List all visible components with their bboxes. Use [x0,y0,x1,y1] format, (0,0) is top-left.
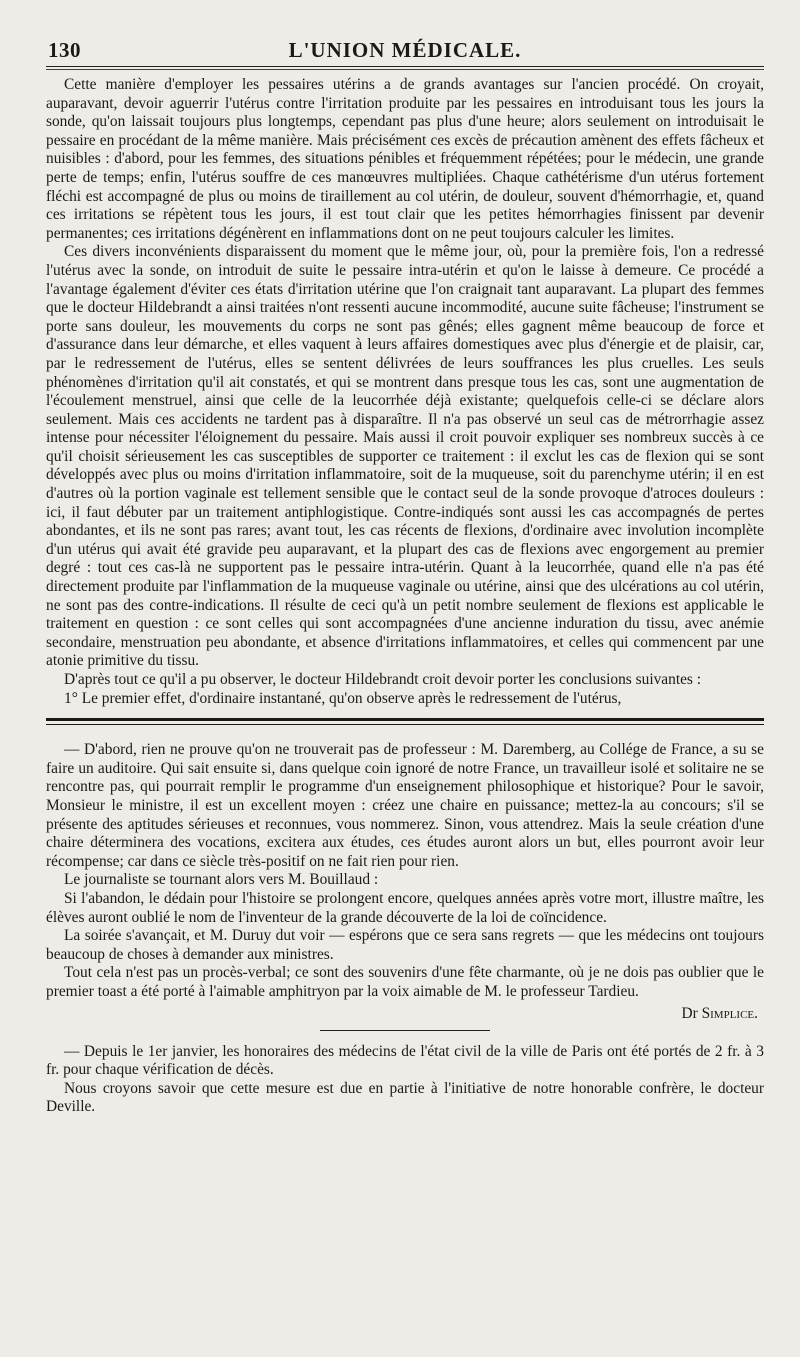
header-rule [46,69,764,70]
main-article [46,76,764,708]
running-title: L'UNION MÉDICALE. [288,38,522,62]
news-notes [46,1043,764,1117]
paragraph: — Depuis le 1er janvier, les honoraires des médecins de l'état civil de la ville de Paris ont été portés de 2 fr. à 3 fr. pour chaque vérification de décès. [46,1042,764,1079]
paragraph: Tout cela n'est pas un procès-verbal; ce sont des souvenirs d'une fête charmante, où je ne dois pas oublier que le premier toast a été porté à l'aimable amphitryon par la voix aimable de M. le professeur Tardieu. [46,964,764,1000]
section-divider [320,1030,490,1031]
paragraph: Le journaliste se tournant alors vers M. Bouillaud : [64,871,379,889]
paragraph: Cette manière d'employer les pessaires utérins a de grands avantages sur l'ancien procédé. On croyait, auparavant, devoir aguerrir l'utérus contre l'irritation produite par les pessaires en introduisant tous les jours la sonde, qu'on laissait toujours plus longtemps, cependant pas plus d'une heure; alors seulement on introduisait le pessaire en procédant de la même manière. Mais précisément ces excès de précaution amènent des effets fâcheux et nuisibles : d'abord, pour les femmes, des situations pénibles et fréquemment répétées; pour le médecin, une grande perte de temps; enfin, l'utérus souffre de ces manœuvres multipliées. Chaque cathétérisme d'un utérus fortement fléchi est accompagné de plus ou moins de tiraillement au col utérin, de douleur, souvent d'hémorrhagie, et, quand ces irritations se répètent tous les jours, il est tout clair que les petites hémorrhagies finissent par devenir permanentes; ces irritations dégénèrent en inflammations dont on ne peut toujours calculer les limites. [46,76,764,242]
page-header [46,30,764,67]
paragraph: La soirée s'avançait, et M. Duruy dut voir — espérons que ce sera sans regrets — que les médecins ont toujours beaucoup de choses à demander aux ministres. [46,927,764,963]
paragraph: Ces divers inconvénients disparaissent du moment que le même jour, où, pour la première fois, l'on a redressé l'utérus avec la sonde, on introduit de suite le pessaire intra-utérin et qu'on le laisse à demeure. Ce procédé a l'avantage également d'éviter ces états d'irritation utérine que l'on craignait tant auparavant. La plupart des femmes que le docteur Hildebrandt a ainsi traitées n'ont ressenti aucune incommodité, aucune suite fâcheuse; l'instrument se porte sans douleur, les mouvements du corps ne sont pas gênés; elles gagnent même beaucoup de force et d'assurance dans leur démarche, et elles vaquent à leurs affaires domestiques avec plus d'énergie et de plaisir, car, par le redressement de l'utérus, elles se sentent délivrées de leurs souffrances les plus cruelles. Les seuls phénomènes d'irritation qu'il ait constatés, et qui se montrent dans presque tous les cas, sont une augmentation de l'écoulement menstruel, ainsi que celle de la leucorrhée déjà existante; quelquefois celle-ci se déclare alors seulement. Mais ces accidents ne tardent pas à disparaître. Il n'a pas observé un seul cas de métrorrhagie assez intense pour nécessiter l'éloignement du pessaire. Mais aussi il croit pouvoir expliquer ses nombreux succès à ce qu'il choisit sérieusement les cas susceptibles de supporter ce traitement : il exclut les cas de flexion qui se sont développés avec plus ou moins d'irritation inflammatoire, soit de la muqueuse, soit du parenchyme utérin; il en est d'autres où la portion vaginale est tellement sensible que le contact seul de la sonde provoque d'atroces douleurs : ici, il faut débuter par un traitement antiphlogistique. Contre-indiqués sont aussi les cas accompagnés de pertes abondantes, et ils ne sont pas rares; avant tout, les cas récents de flexions, d'ordinaire avec involution incomplète d'un utérus qui avait été gravide peu auparavant, et la plupart des cas de flexions avec engorgement au premier degré : tout ces cas-là ne supportent pas le pessaire intra-utérin. Quant à la leucorrhée, quand elle n'a pas été directement produite par l'inflammation de la muqueuse vaginale ou utérine, ainsi que des ulcérations au col utérin, ne sont pas des contre-indications. Il résulte de ceci qu'à un petit nombre seulement de flexions est applicable le traitement en question : ce sont celles qui sont accompagnées d'une ancienne induration du tissu, avec anémie secondaire, menstruation peu abondante, et absence d'irritations inflammatoires, et celles qui commencent par une atonie primitive du tissu. [46,243,764,670]
paragraph: Nous croyons savoir que cette mesure est due en partie à l'initiative de notre honorable confrère, le docteur Deville. [46,1079,764,1116]
signature [46,1004,758,1024]
paragraph: 1° Le premier effet, d'ordinaire instantané, qu'on observe après le redressement de l'utérus, [64,689,622,707]
signature-name: Simplice. [701,1004,758,1022]
page-number: 130 [48,38,81,62]
signature-prefix: Dr [681,1004,698,1022]
feuilleton-divider [46,718,764,725]
feuilleton-section [46,741,764,1001]
paragraph: — D'abord, rien ne prouve qu'on ne trouverait pas de professeur : M. Daremberg, au Collége de France, a su se faire un auditoire. Qui sait ensuite si, dans quelque coin ignoré de notre France, un travailleur isolé et solitaire ne se rencontre pas, qui pourrait remplir le programme d'un enseignement philosophique et historique? Pour le savoir, Monsieur le ministre, il est un excellent moyen : créez une chaire en puissance; mettez-la au concours; s'il se présente des aptitudes sérieuses et reconnues, vous nommerez. Sinon, vous attendrez. Mais la seule création d'une chaire déterminera des vocations, excitera aux études, ces études auront alors un but, elles pourront avoir leur récompense; car dans ce siècle très-positif on ne fait rien pour rien. [46,741,764,870]
paragraph: Si l'abandon, le dédain pour l'histoire se prolongent encore, quelques années après votre mort, illustre maître, les élèves auront oublié le nom de l'inventeur de la grande découverte de la loi de coïncidence. [46,889,764,926]
paragraph: D'après tout ce qu'il a pu observer, le docteur Hildebrandt croit devoir porter les conclusions suivantes : [64,671,702,688]
